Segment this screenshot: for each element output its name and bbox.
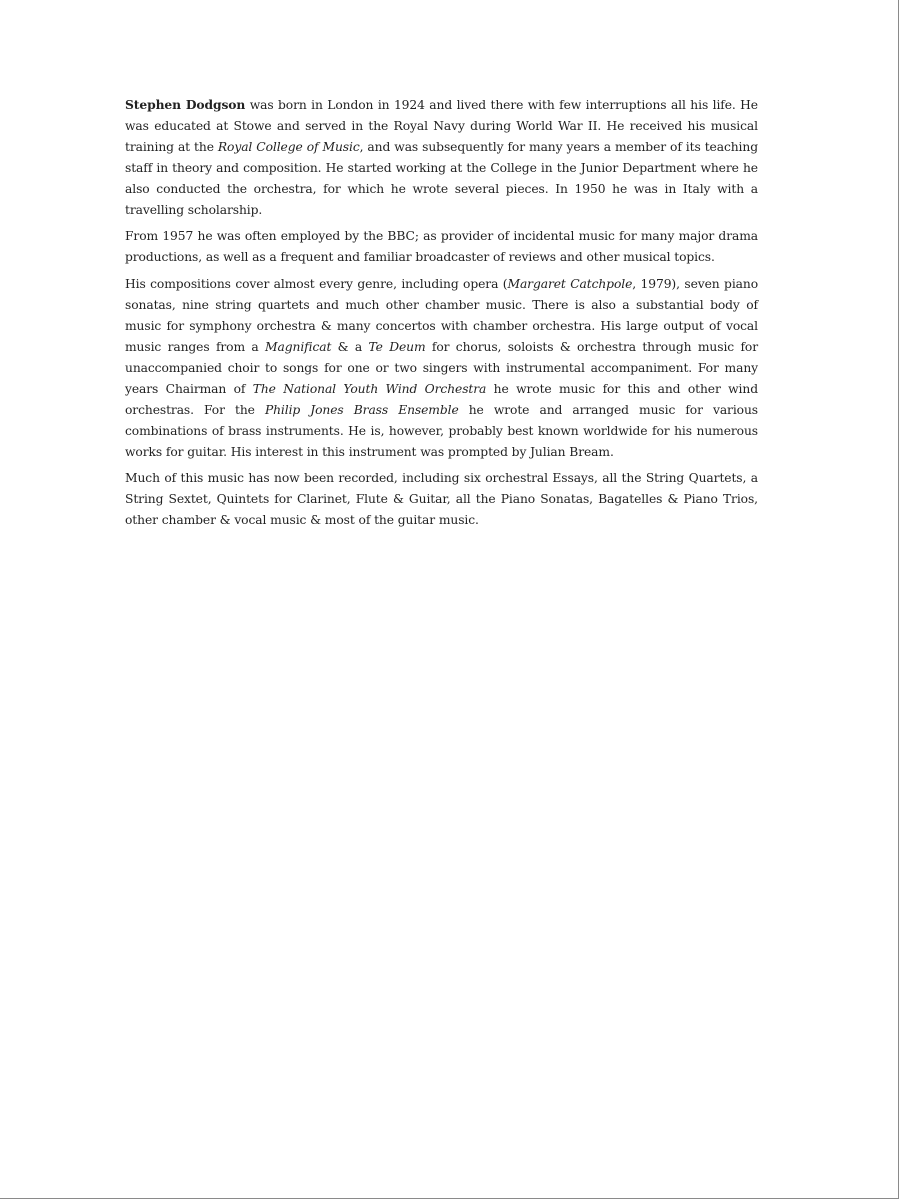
paragraph-3-text-b: , 1979), seven piano sonatas, nine string quartets and much other chamber music. There is also a substantial body of music for symphony orchestra & many concertos with chamber orchestra. His large output of vocal music ranges from a [125, 277, 759, 354]
college-name: Royal College of Music [217, 139, 360, 154]
paragraph-1 [125, 95, 758, 220]
paragraph-3-text-c: & a [331, 339, 369, 354]
paragraph-3-text-e: he wrote music for this and other wind orchestras. For the [125, 381, 758, 417]
magnificat-title: Magnificat [265, 339, 332, 354]
paragraph-3-text-d: for chorus, soloists & orchestra through music for unaccompanied choir to songs for one or two singers with instrumental accompaniment. For many years Chairman of [125, 339, 758, 396]
paragraph-1-text-b: , and was subsequently for many years a member of its teaching staff in theory and composition. He started working at the College in the Junior Department where he also conducted the orchestra, for which he wrote several pieces. In 1950 he was in Italy with a travelling scholarship. [125, 139, 758, 217]
composer-name: Stephen Dodgson [125, 97, 246, 112]
ensemble-name: Philip Jones Brass Ensemble [264, 402, 459, 417]
paragraph-3-text-a: His compositions cover almost every genre, including opera ( [125, 277, 508, 292]
paragraph-2: From 1957 he was often employed by the BBC; as provider of incidental music for many major drama productions, as well as a frequent and familiar broadcaster of reviews and other musical topics. [125, 229, 758, 265]
paragraph-4: Much of this music has now been recorded, including six orchestral Essays, all the String Quartets, a String Sextet, Quintets for Clarinet, Flute & Guitar, all the Piano Sonatas, Bagatelles & Piano Trios, other chamber & vocal music & most of the guitar music. [125, 471, 758, 528]
paragraph-3 [125, 274, 758, 462]
biography-text [125, 95, 758, 537]
orchestra-name: The National Youth Wind Orchestra [252, 381, 487, 396]
te-deum-title: Te Deum [368, 339, 426, 354]
opera-title: Margaret Catchpole [507, 277, 633, 292]
paragraph-1-text-a: was born in London in 1924 and lived there with few interruptions all his life. He was educated at Stowe and served in the Royal Navy during World War II. He received his musical training at the [125, 98, 758, 154]
paragraph-3-text-f: he wrote and arranged music for various combinations of brass instruments. He is, however, probably best known worldwide for his numerous works for guitar. His interest in this instrument was prompted by Julian Bream. [125, 402, 759, 459]
